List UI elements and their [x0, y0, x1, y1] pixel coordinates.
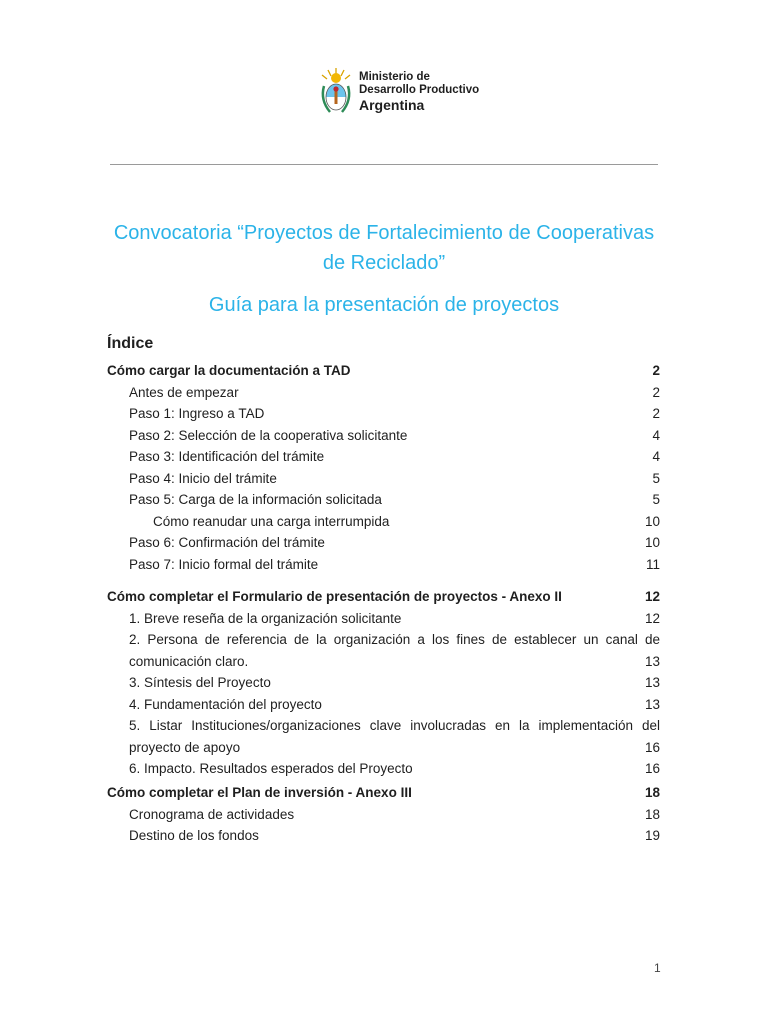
toc-entry[interactable]: [107, 554, 660, 576]
toc-entry-label: Cómo cargar la documentación a TAD: [107, 363, 351, 378]
toc-entry[interactable]: [107, 629, 660, 672]
toc-entry-label: Paso 4: Inicio del trámite: [129, 470, 277, 486]
toc-entry-label: Paso 3: Identificación del trámite: [129, 449, 325, 464]
toc-entry-label: 3. Síntesis del Proyecto: [129, 675, 271, 690]
toc-entry[interactable]: [107, 715, 660, 758]
toc-entry-page: 4: [652, 427, 660, 443]
toc-entry[interactable]: [107, 672, 660, 694]
toc-entry[interactable]: [107, 403, 660, 425]
toc-entry-label: Cómo completar el Plan de inversión - Anexo III: [107, 785, 412, 800]
toc-entry-label: Cómo completar el Formulario de presentación de proyectos - Anexo II: [107, 589, 562, 604]
toc-entry-page: 19: [644, 828, 660, 843]
toc-entry-page: 5: [652, 492, 660, 507]
org-line-2: Desarrollo Productivo: [359, 83, 480, 96]
toc-entry-label: 6. Impacto. Resultados esperados del Proyecto: [129, 761, 413, 776]
toc-entry-page: 18: [644, 806, 660, 822]
toc-entry[interactable]: [107, 489, 660, 511]
toc-entry-label: Destino de los fondos: [129, 828, 259, 843]
toc-entry-page: 2: [652, 406, 660, 421]
toc-entry-label: comunicación claro.: [129, 653, 249, 669]
document-subtitle: Guía para la presentación de proyectos: [208, 294, 560, 316]
toc-entry[interactable]: [107, 532, 660, 554]
toc-entry-page: 10: [644, 535, 660, 550]
toc-entry[interactable]: [107, 511, 660, 533]
toc-section-tad: [107, 360, 660, 575]
toc-entry-label: Cómo reanudar una carga interrumpida: [153, 513, 390, 529]
toc-entry-label: proyecto de apoyo: [129, 739, 241, 755]
toc-entry-page: 12: [644, 610, 660, 626]
toc-entry-page: 12: [644, 589, 660, 604]
toc-entry-label: Cronograma de actividades: [129, 806, 295, 822]
toc-entry-page: 16: [644, 761, 660, 776]
toc-entry[interactable]: [107, 758, 660, 780]
toc-entry-page: 16: [644, 739, 660, 755]
toc-entry[interactable]: [107, 360, 660, 382]
toc-entry-label: 2. Persona de referencia de la organización a los fines de establecer un canal de: [129, 632, 660, 647]
toc-entry[interactable]: [107, 804, 660, 826]
toc-entry-page: 4: [652, 449, 660, 464]
toc-entry-page: 13: [644, 696, 660, 712]
coat-of-arms-icon: [318, 66, 354, 118]
toc-entry[interactable]: [107, 586, 660, 608]
toc-entry-label: Paso 2: Selección de la cooperativa solicitante: [129, 427, 408, 443]
toc-entry[interactable]: [107, 782, 660, 804]
toc-entry-page: 5: [652, 470, 660, 486]
toc-entry[interactable]: [107, 446, 660, 468]
toc-entry-label: 5. Listar Instituciones/organizaciones clave involucradas en la implementación del: [129, 718, 660, 733]
index-heading: Índice: [107, 335, 154, 352]
toc-entry-label: Paso 5: Carga de la información solicitada: [129, 492, 382, 507]
header-divider: [110, 164, 658, 165]
org-line-1: Ministerio de: [359, 70, 430, 83]
toc-entry[interactable]: [107, 825, 660, 847]
toc-entry-page: 13: [644, 675, 660, 690]
toc-entry-page: 10: [644, 513, 660, 529]
toc-entry[interactable]: [107, 608, 660, 630]
toc-entry-label: Paso 6: Confirmación del trámite: [129, 535, 325, 550]
toc-entry[interactable]: [107, 694, 660, 716]
page-number: 1: [654, 961, 661, 975]
toc-entry-page: 11: [645, 556, 660, 572]
toc-entry-page: 2: [652, 363, 660, 378]
toc-section-anexo-iii: [107, 782, 660, 847]
toc-entry-page: 18: [644, 785, 660, 800]
toc-entry-label: 1. Breve reseña de la organización solicitante: [129, 610, 402, 626]
toc-entry[interactable]: [107, 425, 660, 447]
toc-entry[interactable]: [107, 382, 660, 404]
toc-entry[interactable]: [107, 468, 660, 490]
toc-section-anexo-ii: [107, 586, 660, 780]
toc-entry-page: 2: [652, 384, 660, 400]
document-title: Convocatoria “Proyectos de Fortalecimiento de Cooperativas de Reciclado”: [113, 222, 655, 274]
ministry-logo: [318, 66, 479, 118]
toc-entry-label: Paso 7: Inicio formal del trámite: [129, 556, 319, 572]
toc-entry-page: 13: [644, 653, 660, 669]
toc-entry-label: Antes de empezar: [129, 384, 239, 400]
toc-entry-label: 4. Fundamentación del proyecto: [129, 696, 322, 712]
toc-entry-label: Paso 1: Ingreso a TAD: [129, 406, 265, 421]
org-line-3: Argentina: [359, 96, 425, 113]
